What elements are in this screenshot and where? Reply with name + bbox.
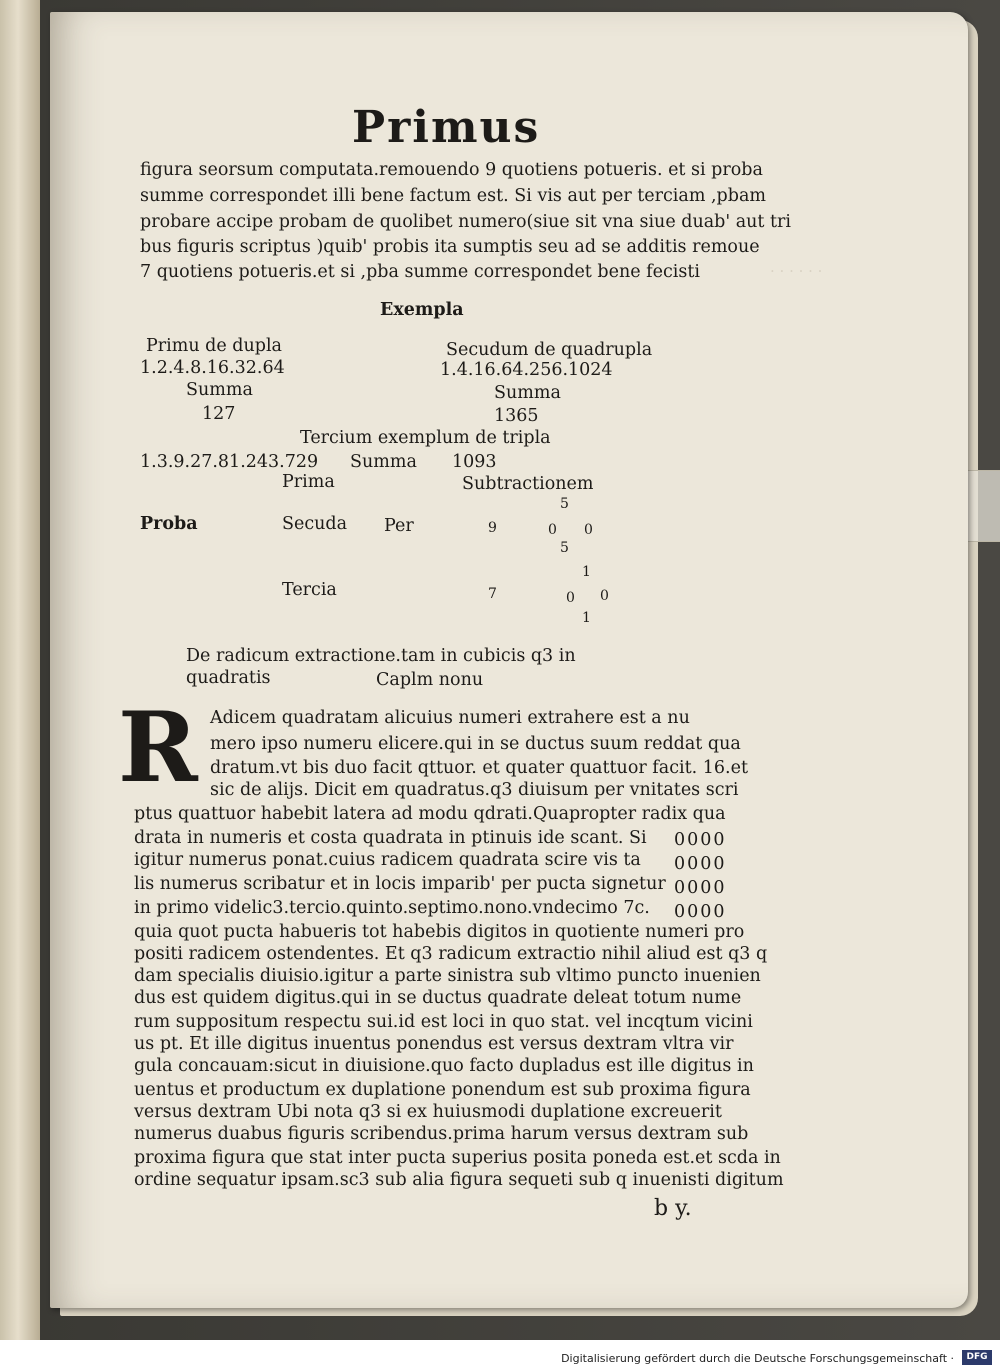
first-example-label: Primu de dupla <box>146 336 282 356</box>
cross2-bottom-digit: 1 <box>582 610 591 626</box>
cross-left-digit: 9 <box>488 520 497 536</box>
intro-line: 7 quotiens potueris.et si ,pba summe correspondet bene fecisti <box>140 262 700 282</box>
body-line: lis numerus scribatur et in locis imparib' per pucta signetur <box>134 874 666 894</box>
previous-page-edge <box>0 0 40 1340</box>
proba-tercia: Tercia <box>282 580 337 600</box>
body-line: gula concauam:sicut in diuisione.quo facto dupladus est ille digitus in <box>134 1056 754 1076</box>
zeros-row: 0000 <box>674 854 727 874</box>
body-line: in primo videlic3.tercio.quinto.septimo.nono.vndecimo 7c. <box>134 898 650 918</box>
body-line: positi radicem ostendentes. Et q3 radicum extractio nihil aliud est q3 q <box>134 944 768 964</box>
body-line: proxima figura que stat inter pucta superius posita poneda est.et scda in <box>134 1148 781 1168</box>
first-summa-label: Summa <box>186 380 253 400</box>
second-summa-label: Summa <box>494 383 561 403</box>
zeros-row: 0000 <box>674 878 727 898</box>
first-example-series: 1.2.4.8.16.32.64 <box>140 358 285 378</box>
body-line: numerus duabus figuris scribendus.prima harum versus dextram sub <box>134 1124 749 1144</box>
exempla-heading: Exempla <box>380 300 464 320</box>
dfg-logo: DFG <box>962 1350 992 1365</box>
cross2-top-digit: 1 <box>582 564 591 580</box>
third-example-series: 1.3.9.27.81.243.729 <box>140 452 319 472</box>
bleed-through-text: · · · · · · <box>770 262 823 280</box>
body-line: uentus et productum ex duplatione ponendum est sub proxima figura <box>134 1080 751 1100</box>
third-summa-value: 1093 <box>452 452 497 472</box>
cross-right-digit: 0 <box>584 522 593 538</box>
body-line: versus dextram Ubi nota q3 si ex huiusmodi duplatione excreuerit <box>134 1102 722 1122</box>
footer-credit: Digitalisierung gefördert durch die Deutsche Forschungsgemeinschaft · <box>561 1352 954 1365</box>
intro-line: summe correspondet illi bene factum est. Si vis aut per terciam ,pbam <box>140 186 766 206</box>
body-line: drata in numeris et costa quadrata in ptinuis ide scant. Si <box>134 828 647 848</box>
body-line: dratum.vt bis duo facit qttuor. et quater quattuor facit. 16.et <box>210 758 748 778</box>
body-line: sic de alijs. Dicit em quadratus.q3 diuisum per vnitates scri <box>210 780 739 800</box>
chapter-heading-quadratis: quadratis <box>186 668 271 688</box>
body-line: dus est quidem digitus.qui in se ductus quadrate deleat totum nume <box>134 988 742 1008</box>
signature-mark: b y. <box>654 1196 692 1221</box>
body-line: mero ipso numeru elicere.qui in se ductus suum reddat qua <box>210 734 741 754</box>
proba-subtractionem: Subtractionem <box>462 474 594 494</box>
first-summa-value: 127 <box>202 404 236 424</box>
intro-line: figura seorsum computata.remouendo 9 quotiens potueris. et si proba <box>140 160 763 180</box>
body-line: ptus quattuor habebit latera ad modu qdrati.Quapropter radix qua <box>134 804 726 824</box>
body-line: dam specialis diuisio.igitur a parte sinistra sub vltimo puncto inuenien <box>134 966 761 986</box>
body-line: rum suppositum respectu sui.id est loci in quo stat. vel incqtum vicini <box>134 1012 753 1032</box>
body-line: Adicem quadratam alicuius numeri extrahere est a nu <box>210 708 690 728</box>
zeros-row: 0000 <box>674 830 727 850</box>
proba-per: Per <box>384 516 414 536</box>
cross-top-digit: 5 <box>560 496 569 512</box>
body-line: ordine sequatur ipsam.sc3 sub alia figura sequeti sub q inuenisti digitum <box>134 1170 784 1190</box>
chapter-number: Caplm nonu <box>376 670 484 690</box>
second-example-label: Secudum de quadrupla <box>446 340 653 360</box>
proba-prima: Prima <box>282 472 335 492</box>
zeros-row: 0000 <box>674 902 727 922</box>
drop-cap: R <box>118 691 198 804</box>
page-title: Primus <box>352 102 541 153</box>
body-line: quia quot pucta habueris tot habebis digitos in quotiente numeri pro <box>134 922 745 942</box>
second-summa-value: 1365 <box>494 406 539 426</box>
second-example-series: 1.4.16.64.256.1024 <box>440 360 613 380</box>
cross-bottom-digit: 5 <box>560 540 569 556</box>
intro-line: probare accipe probam de quolibet numero(siue sit vna siue duab' aut tri <box>140 212 792 232</box>
cross2-right-digit: 0 <box>600 588 609 604</box>
body-line: us pt. Et ille digitus inuentus ponendus est versus dextram vltra vir <box>134 1034 734 1054</box>
proba-secunda: Secuda <box>282 514 348 534</box>
chapter-heading: De radicum extractione.tam in cubicis q3 in <box>186 646 576 666</box>
intro-line: bus figuris scriptus )quib' probis ita sumptis seu ad se additis remoue <box>140 237 760 257</box>
proba-label: Proba <box>140 514 198 534</box>
third-example-label: Tercium exemplum de tripla <box>300 428 551 448</box>
third-summa-label: Summa <box>350 452 417 472</box>
cross-center-digit: 0 <box>548 522 557 538</box>
cross2-left-digit: 7 <box>488 586 497 602</box>
body-line: igitur numerus ponat.cuius radicem quadrata scire vis ta <box>134 850 641 870</box>
cross2-center-digit: 0 <box>566 590 575 606</box>
